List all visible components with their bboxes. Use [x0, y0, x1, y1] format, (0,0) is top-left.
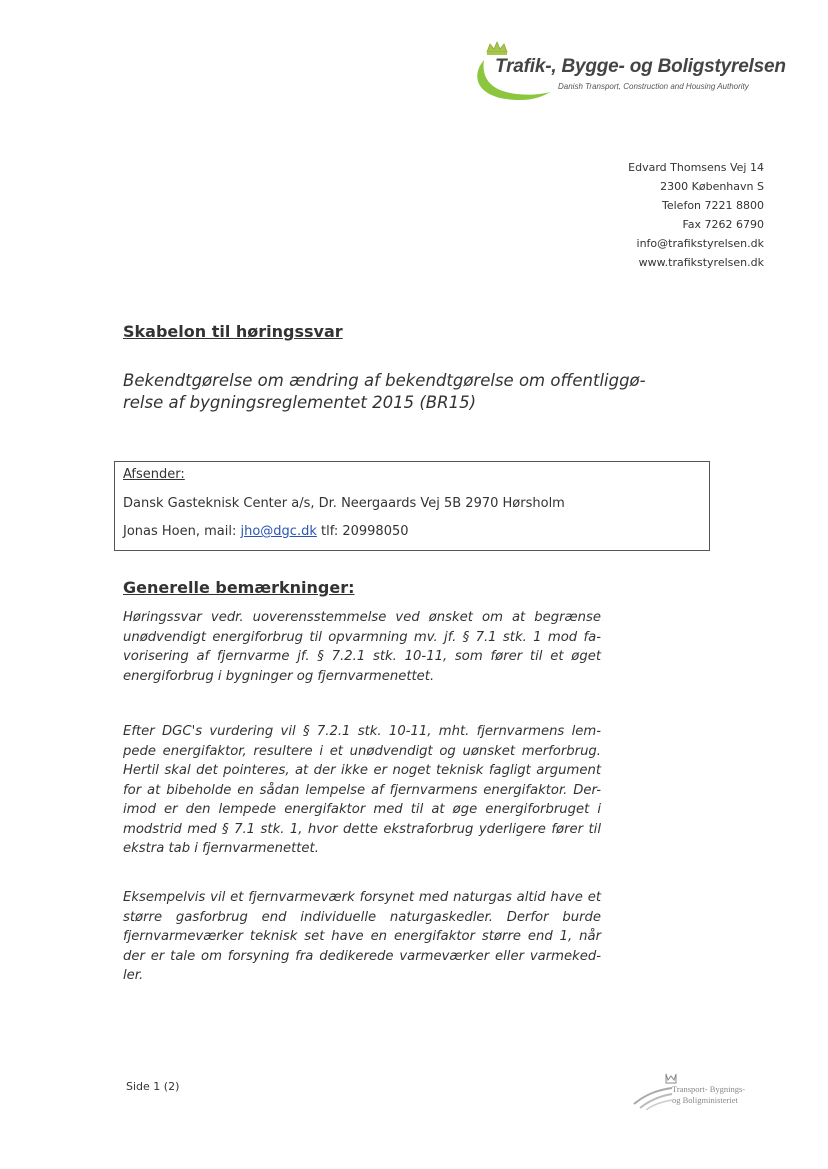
- sender-box: [114, 461, 710, 551]
- address-street: Edvard Thomsens Vej 14: [628, 161, 764, 174]
- agency-name: Trafik-, Bygge- og Boligstyrelsen: [495, 56, 786, 77]
- template-title: Skabelon til høringssvar: [123, 322, 343, 341]
- ministry-name: [672, 1084, 745, 1106]
- agency-subtitle: Danish Transport, Construction and Housing Authority: [558, 82, 749, 91]
- address-city: 2300 København S: [660, 180, 764, 193]
- sender-label: Afsender:: [123, 467, 185, 482]
- address-website[interactable]: www.trafikstyrelsen.dk: [638, 256, 764, 269]
- crown-icon: [487, 42, 507, 55]
- document-subject: Bekendtgørelse om ændring af bekendtgørelse om offentliggø-relse af bygningsreglementet 2015 (BR15): [123, 371, 646, 412]
- sender-contact: [123, 524, 409, 539]
- sender-organization: Dansk Gasteknisk Center a/s, Dr. Neergaards Vej 5B 2970 Hørsholm: [123, 496, 565, 511]
- paragraph: Efter DGC's vurdering vil § 7.2.1 stk. 10-11, mht. fjernvarmens lem-pede energifaktor, resultere i et unødvendigt og uønsket merforbrug. Hertil skal det pointeres, at der ikke er noget teknisk fagligt argument for at bibeholde en sådan lempelse af fjernvarmens energifaktor. Der-imod er den lempede energifaktor med til at øge energiforbruget i modstrid med § 7.1 stk. 1, hvor dette ekstraforbrug yderligere fører til ekstra tab i fjernvarmenettet.: [123, 724, 601, 856]
- address-block: [628, 158, 764, 272]
- sender-email-link[interactable]: jho@dgc.dk: [240, 524, 317, 539]
- ministry-line-2: og Boligministeriet: [672, 1095, 738, 1105]
- paragraph: Eksempelvis vil et fjernvarmeværk forsynet med naturgas altid have et større gasforbrug end individuelle naturgaskedler. Derfor burde fjernvarmeværker teknisk set have en energifaktor større end 1, når der er tale om forsyning fra dedikerede varmeværker eller varmeked-ler.: [123, 890, 601, 983]
- address-fax: Fax 7262 6790: [682, 218, 764, 231]
- address-email[interactable]: info@trafikstyrelsen.dk: [636, 237, 764, 250]
- sender-phone: tlf: 20998050: [316, 524, 409, 539]
- section-heading: Generelle bemærkninger:: [123, 578, 355, 597]
- page-number: Side 1 (2): [126, 1080, 180, 1093]
- address-phone: Telefon 7221 8800: [662, 199, 764, 212]
- ministry-line-1: Transport- Bygnings-: [672, 1084, 746, 1094]
- sender-contact-prefix: Jonas Hoen, mail:: [123, 524, 241, 539]
- paragraph: Høringssvar vedr. uoverensstemmelse ved ønsket om at begrænse unødvendigt energiforbrug til opvarmning mv. jf. § 7.1 stk. 1 mod fa-vorisering af fjernvarme jf. § 7.2.1 stk. 10-11, som fører til et øget energiforbrug i bygninger og fjernvarmenettet.: [123, 610, 601, 684]
